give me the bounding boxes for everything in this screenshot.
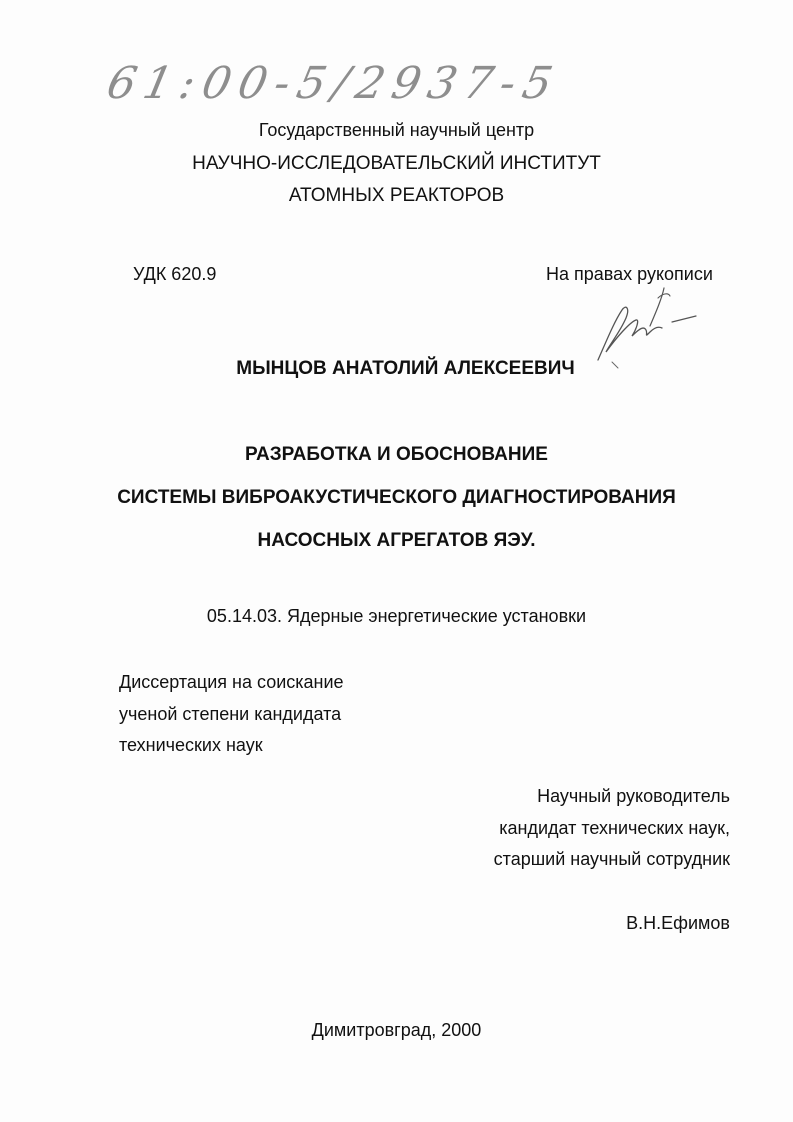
archive-code-text: 61:00-5/2937-5 [102,58,565,109]
place-year: Димитровград, 2000 [311,1020,482,1040]
title-line-2: СИСТЕМЫ ВИБРОАКУСТИЧЕСКОГО ДИАГНОСТИРОВАНИЯ [117,487,676,508]
title-line-3: НАСОСНЫХ АГРЕГАТОВ ЯЭУ. [257,530,536,551]
dissertation-line-3: технических наук [119,735,263,755]
author-name: МЫНЦОВ АНАТОЛИЙ АЛЕКСЕЕВИЧ [236,358,575,379]
supervisor-line-1: Научный руководитель [537,786,730,806]
dissertation-line-2: ученой степени кандидата [119,704,342,724]
institution-line-3: АТОМНЫХ РЕАКТОРОВ [288,185,505,206]
archive-code-handwriting [102,58,588,128]
supervisor-line-3: старший научный сотрудник [493,849,730,869]
supervisor-line-2: кандидат технических наук, [499,818,730,838]
institution-line-2: НАУЧНО-ИССЛЕДОВАТЕЛЬСКИЙ ИНСТИТУТ [192,153,601,174]
manuscript-rights: На правах рукописи [546,264,713,284]
specialty-code: 05.14.03. Ядерные энергетические установки [206,606,587,626]
dissertation-line-1: Диссертация на соискание [119,672,344,692]
udc-code: УДК 620.9 [133,264,217,284]
title-line-1: РАЗРАБОТКА И ОБОСНОВАНИЕ [245,444,548,465]
institution-line-1: Государственный научный центр [258,120,535,140]
supervisor-name: В.Н.Ефимов [626,913,730,933]
